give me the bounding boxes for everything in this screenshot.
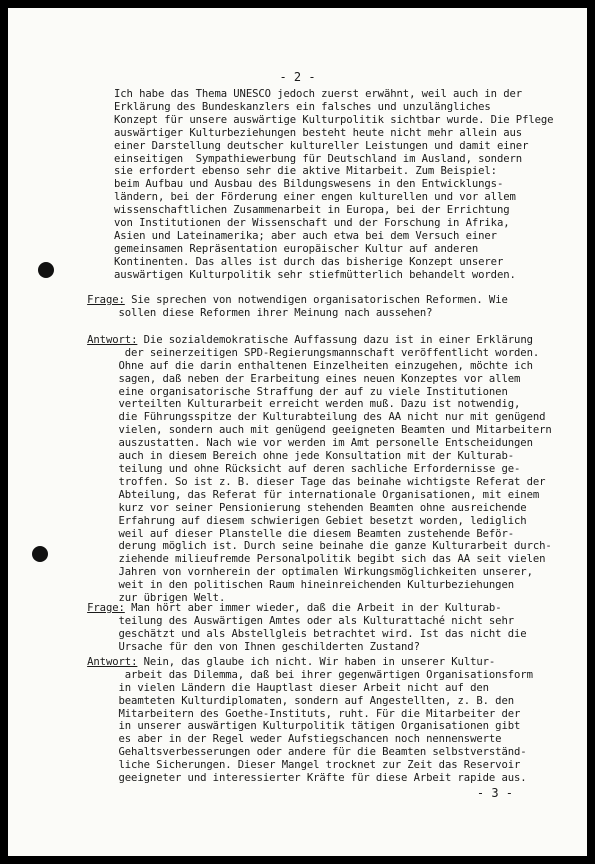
answer-1-text: Die sozialdemokratische Auffassung dazu ist in einer Erklärung der seinerzeitigen SPD-Regierungsmannschaft veröffentlicht worden. Ohne auf die darin enthaltenen Einzelheiten einzugehen, möchte ich sagen, daß neben der Erarbeitung eines neuen Konzeptes vor allem eine organisatorische Straffung der auf zu viele Institutionen verteilten Kulturarbeit erreicht werden muß. Dazu ist notwendig, die Führungsspitze der Kulturabteilung des AA nicht nur mit genügend vielen, sondern auch mit genügend geeigneten Beamten und Mitarbeitern auszustatten. Nach wie vor werden im Amt personelle Entscheidungen auch in diesem Bereich ohne jede Konsultation mit der Kulturab- teilung und ohne Rücksicht auf deren sachliche Erfordernisse ge- troffen. So ist z. B. dieser Tage das beinahe wichtigste Referat der Abteilung, das Referat für internationale Organisationen, mit einem kurz vor seiner Pensionierung stehenden Beamten ohne ausreichende Erfahrung auf diesem schwierigen Gebiet besetzt worden, lediglich weil auf dieser Planstelle die diesem Beamten zustehende Beför- derung möglich ist. Durch seine beinahe die ganze Kulturarbeit durch- ziehende milieufremde Personalpolitik begibt sich das AA seit vielen Jahren von vornherein der optimalen Wirkungsmöglichkeiten unserer, weit in den politischen Raum hineinreichenden Kulturbeziehungen zur übrigen Welt. — [118, 333, 552, 605]
punch-hole — [32, 546, 48, 562]
answer-2-text: Nein, das glaube ich nicht. Wir haben in unserer Kultur- arbeit das Dilemma, daß bei ihrer gegenwärtigen Organisationsform in vielen Ländern die Hauptlast dieser Arbeit nicht auf den beamteten Kulturdiplomaten, sondern auf Angestellten, z. B. den Mitarbeitern des Goethe-Instituts, ruht. Für die Mitarbeiter der in unserer auswärtigen Kulturpolitik tätigen Organisationen gibt es aber in der Regel weder Aufstiegschancen noch nennenswerte Gehaltsverbesserungen oder andere für die Beamten selbstverständ- liche Sicherungen. Dieser Mangel trocknet zur Zeit das Reservoir geeigneter und interessierter Kräfte für diese Arbeit rapide aus. — [118, 655, 533, 785]
question-label: Frage: — [87, 601, 125, 614]
question-1-text: Sie sprechen von notwendigen organisatorischen Reformen. Wie sollen diese Reformen ihrer Meinung nach aussehen? — [118, 293, 508, 319]
answer-label: Antwort: — [87, 333, 138, 346]
document-page — [8, 8, 587, 856]
page-number: - 2 - — [279, 70, 316, 84]
next-page-number: - 3 - — [476, 786, 513, 800]
answer-2 — [62, 643, 533, 798]
answer-label: Antwort: — [87, 655, 138, 668]
answer-1 — [62, 321, 552, 618]
punch-hole — [38, 262, 54, 278]
intro-paragraph: Ich habe das Thema UNESCO jedoch zuerst erwähnt, weil auch in der Erklärung des Bundeskanzlers ein falsches und unzulängliches Konzept für unsere auswärtige Kulturpolitik sichtbar wurde. Die Pflege auswärtiger Kulturbeziehungen besteht heute nicht mehr allein aus einer Darstellung deutscher kultureller Leistungen und damit einer einseitigen Sympathiewerbung für Deutschland im Ausland, sondern sie erfordert ebenso sehr die aktive Mitarbeit. Zum Beispiel: beim Aufbau und Ausbau des Bildungswesens in den Entwicklungs- ländern, bei der Förderung einer engen kulturellen und vor allem wissenschaftlichen Zusammenarbeit in Europa, bei der Errichtung von Institutionen der Wissenschaft und der Forschung in Afrika, Asien und Lateinamerika; aber auch etwa bei dem Versuch einer gemeinsamen Repräsentation europäischer Kultur auf anderen Kontinenten. Das alles ist durch das bisherige Konzept unserer auswärtigen Kulturpolitik sehr stiefmütterlich behandelt worden. — [114, 88, 554, 281]
question-2-text: Man hört aber immer wieder, daß die Arbeit in der Kulturab- teilung des Auswärtigen Amtes oder als Kulturattaché nicht sehr geschätzt und als Abstellgleis betrachtet wird. Ist das nicht die Ursache für den von Ihnen geschilderten Zustand? — [118, 601, 527, 653]
question-label: Frage: — [87, 293, 125, 306]
